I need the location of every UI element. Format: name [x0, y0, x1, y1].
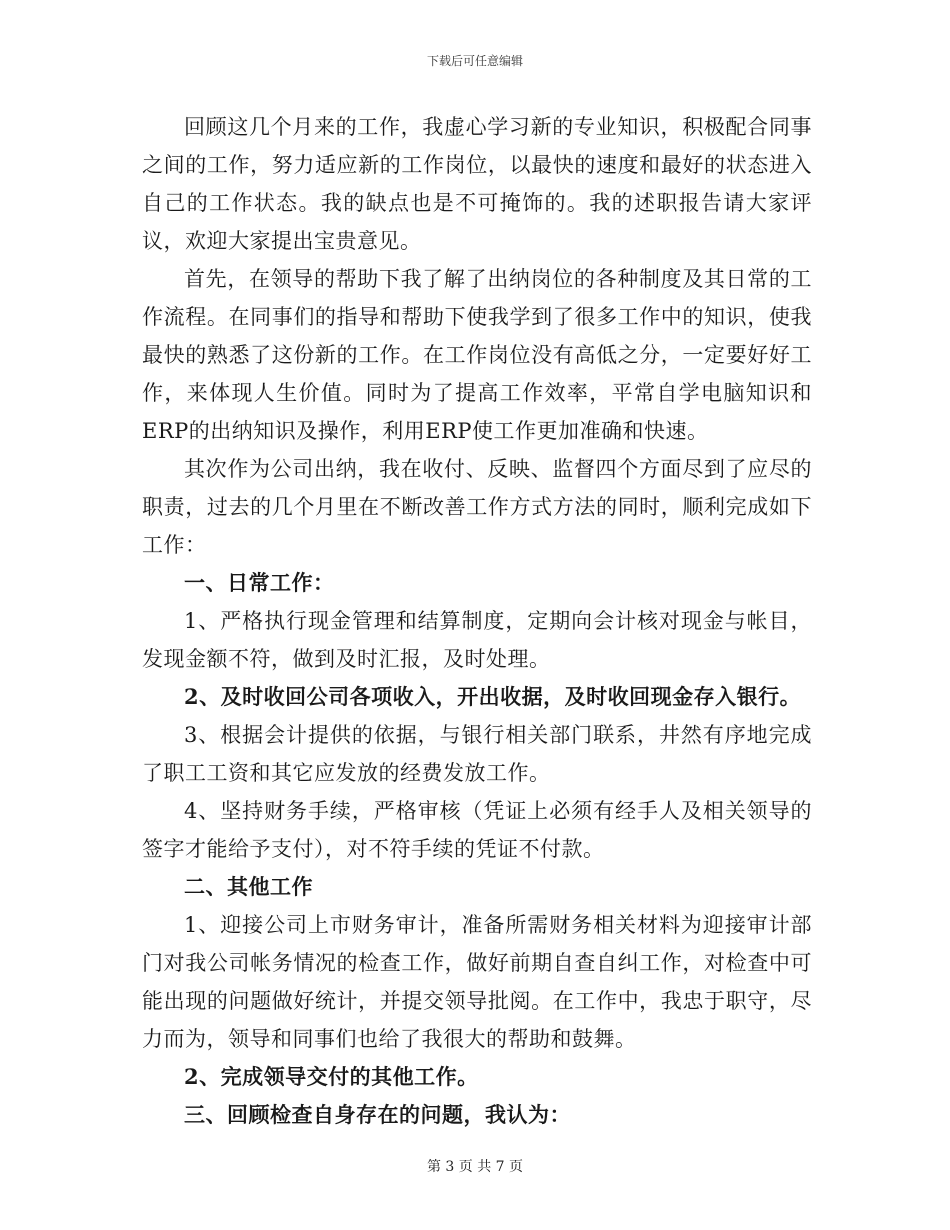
list-item-other-1: 1、迎接公司上市财务审计，准备所需财务相关材料为迎接审计部门对我公司帐务情况的检查工作，做好前期自查自纠工作，对检查中可能出现的问题做好统计，并提交领导批阅。在工作中，我忠于职守，尽力而为，领导和同事们也给了我很大的帮助和鼓舞。 — [142, 913, 812, 1051]
list-item-daily-2: 2、及时收回公司各项收入，开出收据，及时收回现金存入银行。 — [184, 684, 802, 709]
page-footer: 第 3 页 共 7 页 — [426, 1159, 524, 1175]
paragraph-second: 其次作为公司出纳，我在收付、反映、监督四个方面尽到了应尽的职责，过去的几个月里在不断改善工作方式方法的同时，顺利完成如下工作： — [142, 457, 812, 557]
list-item-daily-3: 3、根据会计提供的依据，与银行相关部门联系，井然有序地完成了职工工资和其它应发放的经费发放工作。 — [142, 723, 812, 785]
list-item-other-2: 2、完成领导交付的其他工作。 — [184, 1064, 479, 1089]
section-heading-review-issues: 三、回顾检查自身存在的问题，我认为： — [184, 1102, 571, 1127]
list-item-daily-1: 1、严格执行现金管理和结算制度，定期向会计核对现金与帐目，发现金额不符，做到及时汇报，及时处理。 — [142, 609, 812, 671]
paragraph-first: 首先，在领导的帮助下我了解了出纳岗位的各种制度及其日常的工作流程。在同事们的指导和帮助下使我学到了很多工作中的知识，使我最快的熟悉了这份新的工作。在工作岗位没有高低之分，一定要好好工作，来体现人生价值。同时为了提高工作效率，平常自学电脑知识和ERP的出纳知识及操作，利用ERP使工作更加准确和快速。 — [142, 267, 812, 443]
list-item-daily-4: 4、坚持财务手续，严格审核（凭证上必须有经手人及相关领导的签字才能给予支付），对不符手续的凭证不付款。 — [142, 799, 812, 861]
section-heading-other-work: 二、其他工作 — [184, 874, 313, 899]
page-header: 下载后可任意编辑 — [426, 54, 523, 68]
section-heading-daily-work: 一、日常工作： — [184, 570, 335, 595]
paragraph-review: 回顾这几个月来的工作，我虚心学习新的专业知识，积极配合同事之间的工作，努力适应新的工作岗位，以最快的速度和最好的状态进入自己的工作状态。我的缺点也是不可掩饰的。我的述职报告请大家评议，欢迎大家提出宝贵意见。 — [142, 115, 812, 253]
document-body — [142, 108, 812, 1134]
